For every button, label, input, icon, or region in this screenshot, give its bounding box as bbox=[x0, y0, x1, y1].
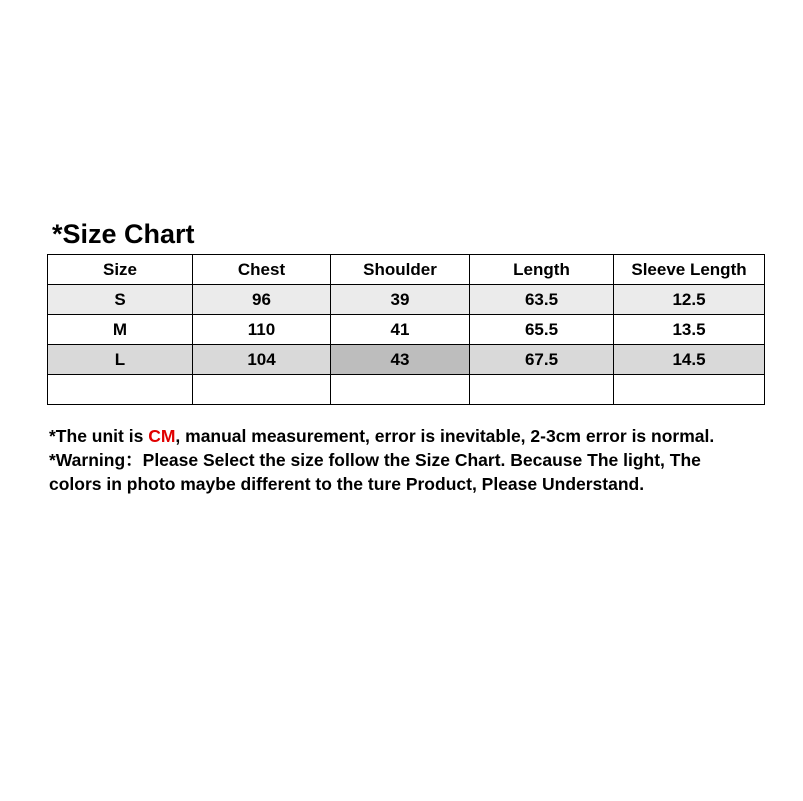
cell-chest: 104 bbox=[193, 345, 331, 375]
cell-shoulder: 43 bbox=[331, 345, 470, 375]
cell-sleeve-length: 12.5 bbox=[614, 285, 765, 315]
table-row bbox=[48, 315, 765, 345]
cell-size: S bbox=[48, 285, 193, 315]
cell-size bbox=[48, 375, 193, 405]
cell-sleeve-length: 14.5 bbox=[614, 345, 765, 375]
header-size: Size bbox=[48, 255, 193, 285]
cell-chest: 96 bbox=[193, 285, 331, 315]
header-length: Length bbox=[470, 255, 614, 285]
cell-size: L bbox=[48, 345, 193, 375]
page-title: *Size Chart bbox=[52, 219, 195, 249]
cell-length: 67.5 bbox=[470, 345, 614, 375]
table-row bbox=[48, 345, 765, 375]
table-header-row bbox=[48, 255, 765, 285]
cell-length: 65.5 bbox=[470, 315, 614, 345]
measurement-note bbox=[49, 424, 749, 496]
cell-length bbox=[470, 375, 614, 405]
note-prefix: *The unit is bbox=[49, 426, 149, 446]
table-row-empty bbox=[48, 375, 765, 405]
header-sleeve-length: Sleeve Length bbox=[614, 255, 765, 285]
cell-shoulder: 39 bbox=[331, 285, 470, 315]
cell-shoulder bbox=[331, 375, 470, 405]
unit-highlight: CM bbox=[148, 426, 176, 446]
cell-chest bbox=[193, 375, 331, 405]
cell-sleeve-length bbox=[614, 375, 765, 405]
cell-sleeve-length: 13.5 bbox=[614, 315, 765, 345]
header-chest: Chest bbox=[193, 255, 331, 285]
note-text: , manual measurement, error is inevitable, 2-3cm error is normal. *Warning：Please Select the size follow the Size Chart. Because The light, The colors in photo maybe different to the ture Product, Please Understand. bbox=[49, 426, 715, 494]
cell-length: 63.5 bbox=[470, 285, 614, 315]
header-shoulder: Shoulder bbox=[331, 255, 470, 285]
cell-size: M bbox=[48, 315, 193, 345]
table-row bbox=[48, 285, 765, 315]
cell-chest: 110 bbox=[193, 315, 331, 345]
size-chart-table bbox=[47, 254, 765, 405]
cell-shoulder: 41 bbox=[331, 315, 470, 345]
